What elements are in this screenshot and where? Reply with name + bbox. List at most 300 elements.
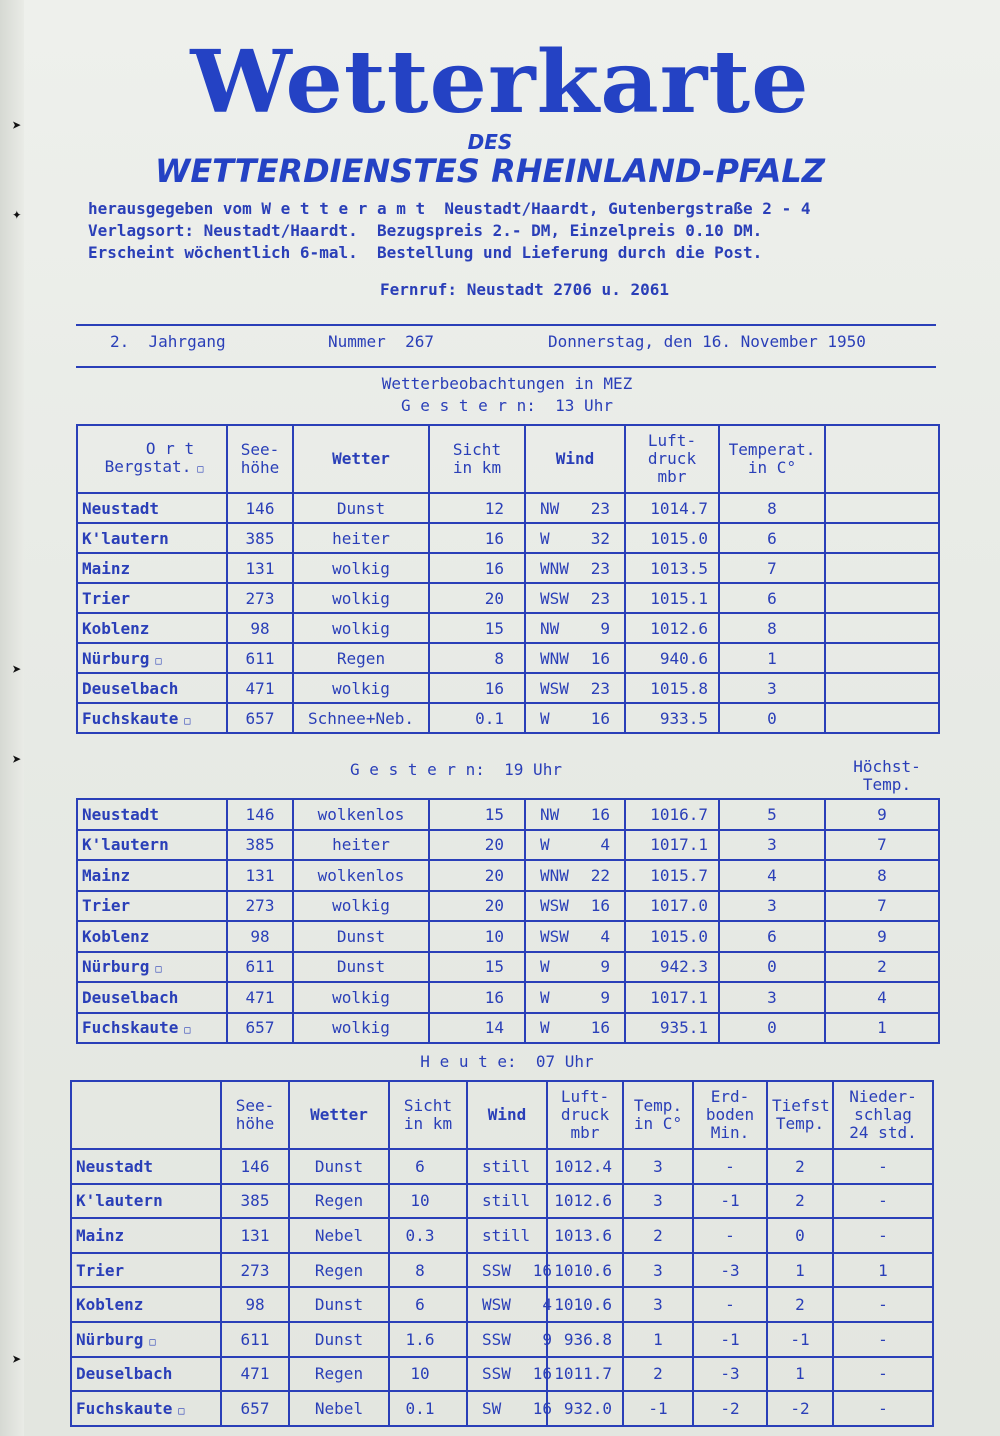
wind-cell xyxy=(467,1287,552,1322)
wind-direction: SSW xyxy=(482,1260,511,1280)
wind-speed: 23 xyxy=(590,678,610,698)
wind-cell xyxy=(467,1184,547,1219)
visibility-cell: 6 xyxy=(389,1149,467,1184)
publisher-line: herausgegeben vom W e t t e r a m t Neustadt/Haardt, Gutenbergstraße 2 - 4 xyxy=(88,199,811,218)
table-row xyxy=(71,1184,933,1219)
visibility-cell: 15 xyxy=(429,799,525,830)
wind-cell xyxy=(525,891,625,922)
header-hoechst-line: Höchst- xyxy=(853,757,921,776)
table-row xyxy=(71,1218,933,1253)
table-row xyxy=(71,1287,933,1322)
wind-direction: WNW xyxy=(540,558,569,578)
header-sicht: in km xyxy=(452,458,502,477)
weather-cell: Regen xyxy=(289,1184,389,1219)
temperature-cell: 0 xyxy=(719,952,825,983)
station-name xyxy=(71,1149,221,1184)
wind-direction: WNW xyxy=(540,865,569,885)
table-row xyxy=(77,952,939,983)
table-header: O r t Bergstat. □ See- höhe Wetter Sicht in km Wind Luft- druck mbr Temperat. in C° xyxy=(77,425,939,493)
station-name xyxy=(77,583,227,613)
min-temp-cell: -2 xyxy=(767,1391,833,1426)
pressure-cell: 1015.7 xyxy=(625,860,719,891)
visibility-cell: 15 xyxy=(429,613,525,643)
temperature-cell: 6 xyxy=(719,523,825,553)
pressure-cell: 1011.7 xyxy=(547,1357,623,1392)
visibility-cell: 20 xyxy=(429,860,525,891)
station-label: Neustadt xyxy=(82,498,160,518)
table-gestern-19 xyxy=(76,798,940,1044)
header-druck: mbr xyxy=(570,1123,600,1142)
weather-cell: wolkenlos xyxy=(293,860,429,891)
header-erdboden: Erd- xyxy=(710,1087,750,1106)
section2-time: G e s t e r n: 19 Uhr xyxy=(350,760,562,779)
weather-cell: Regen xyxy=(289,1253,389,1288)
mountain-station-icon: □ xyxy=(149,1336,156,1348)
pressure-cell: 1010.6 xyxy=(547,1287,623,1322)
table-row xyxy=(71,1357,933,1392)
wind-speed: 23 xyxy=(590,588,610,608)
header-temp: in C° xyxy=(747,458,797,477)
header-erdboden: boden xyxy=(705,1105,755,1124)
pressure-cell: 935.1 xyxy=(625,1013,719,1044)
station-label: Fuchskaute xyxy=(82,1018,179,1038)
header-sicht: Sicht xyxy=(452,440,502,459)
weather-cell: Dunst xyxy=(289,1287,389,1322)
temperature-cell: 6 xyxy=(719,921,825,952)
punch-mark: ➤ xyxy=(12,1350,22,1369)
station-label: Koblenz xyxy=(82,926,150,946)
station-name xyxy=(77,703,227,733)
table-row xyxy=(77,799,939,830)
station-label: Trier xyxy=(76,1260,125,1280)
header-hoehe: höhe xyxy=(235,1114,275,1133)
elevation-cell: 131 xyxy=(227,553,293,583)
visibility-cell: 14 xyxy=(429,1013,525,1044)
temperature-cell: 3 xyxy=(623,1149,693,1184)
weather-cell: wolkig xyxy=(293,891,429,922)
header-hoehe: See- xyxy=(240,440,280,459)
visibility-cell: 20 xyxy=(429,583,525,613)
station-label: Nürburg xyxy=(76,1329,144,1349)
visibility-cell: 10 xyxy=(389,1184,467,1219)
temperature-cell: 8 xyxy=(719,613,825,643)
station-name xyxy=(77,799,227,830)
station-name xyxy=(77,860,227,891)
table-row xyxy=(77,553,939,583)
visibility-cell: 20 xyxy=(429,891,525,922)
header-hoehe: höhe xyxy=(240,458,280,477)
elevation-cell: 131 xyxy=(221,1218,289,1253)
temperature-cell: 3 xyxy=(719,891,825,922)
max-temp-cell: 1 xyxy=(825,1013,939,1044)
table-row xyxy=(71,1391,933,1426)
punch-mark: ✦ xyxy=(12,204,22,223)
header-druck: druck xyxy=(647,449,697,468)
visibility-cell: 8 xyxy=(429,643,525,673)
table-gestern-13 xyxy=(76,424,940,734)
ground-min-cell: -1 xyxy=(693,1322,767,1357)
elevation-cell: 131 xyxy=(227,860,293,891)
header-hoehe: See- xyxy=(235,1096,275,1115)
elevation-cell: 385 xyxy=(221,1184,289,1219)
station-name xyxy=(77,830,227,861)
table-row xyxy=(71,1149,933,1184)
station-label: Deuselbach xyxy=(82,987,179,1007)
table-row xyxy=(77,493,939,523)
masthead-des: DES xyxy=(467,130,513,154)
punch-mark: ➤ xyxy=(12,750,22,769)
pressure-cell: 1017.0 xyxy=(625,891,719,922)
station-label: K'lautern xyxy=(82,835,169,855)
pressure-cell: 1017.1 xyxy=(625,830,719,861)
wind-cell xyxy=(467,1218,547,1253)
station-label: Trier xyxy=(82,588,131,608)
wind-direction: W xyxy=(540,987,550,1007)
wind-cell xyxy=(525,1013,625,1044)
header-wind: Wind xyxy=(467,1081,547,1149)
wind-cell xyxy=(525,830,625,861)
wind-direction: WSW xyxy=(540,678,569,698)
punch-mark: ➤ xyxy=(12,660,22,679)
table-row xyxy=(77,613,939,643)
station-label: Koblenz xyxy=(76,1295,144,1315)
elevation-cell: 146 xyxy=(227,799,293,830)
elevation-cell: 385 xyxy=(227,523,293,553)
station-name xyxy=(77,891,227,922)
header-ort: O r t xyxy=(145,438,195,458)
wind-direction: WSW xyxy=(540,926,569,946)
empty-cell xyxy=(825,523,939,553)
station-label: Nürburg xyxy=(82,957,150,977)
masthead-subtitle: WETTERDIENSTES RHEINLAND-PFALZ xyxy=(155,152,825,190)
station-name xyxy=(77,921,227,952)
mountain-station-icon: □ xyxy=(178,1405,185,1417)
pressure-cell: 1015.0 xyxy=(625,921,719,952)
temperature-cell: 3 xyxy=(719,830,825,861)
precipitation-cell: - xyxy=(833,1184,933,1219)
header-sicht: in km xyxy=(403,1114,453,1133)
weather-cell: heiter xyxy=(293,523,429,553)
pressure-cell: 1017.1 xyxy=(625,982,719,1013)
temperature-cell: 8 xyxy=(719,493,825,523)
station-label: K'lautern xyxy=(76,1191,163,1211)
section3-time: H e u t e: 07 Uhr xyxy=(420,1052,594,1071)
elevation-cell: 657 xyxy=(227,703,293,733)
issue-jahrgang: 2. Jahrgang xyxy=(110,332,226,351)
wind-direction: W xyxy=(540,835,550,855)
wind-direction: SSW xyxy=(482,1329,511,1349)
station-name xyxy=(77,523,227,553)
station-label: Nürburg xyxy=(82,648,150,668)
weather-cell: wolkig xyxy=(293,553,429,583)
pressure-cell: 1015.8 xyxy=(625,673,719,703)
temperature-cell: 1 xyxy=(623,1322,693,1357)
visibility-cell: 10 xyxy=(429,921,525,952)
precipitation-cell: - xyxy=(833,1218,933,1253)
elevation-cell: 146 xyxy=(227,493,293,523)
header-hoechst-line: Temp. xyxy=(862,775,912,794)
issue-number: Nummer 267 xyxy=(328,332,434,351)
station-label: Neustadt xyxy=(76,1156,154,1176)
temperature-cell: 6 xyxy=(719,583,825,613)
wind-speed: 32 xyxy=(590,528,610,548)
wind-direction: still xyxy=(482,1225,531,1245)
table-row xyxy=(71,1322,933,1357)
publisher-line: Erscheint wöchentlich 6-mal. Bestellung und Lieferung durch die Post. xyxy=(88,243,763,262)
table-row xyxy=(77,523,939,553)
empty-cell xyxy=(825,643,939,673)
elevation-cell: 385 xyxy=(227,830,293,861)
station-label: Mainz xyxy=(76,1225,125,1245)
station-label: Deuselbach xyxy=(82,678,179,698)
elevation-cell: 657 xyxy=(227,1013,293,1044)
station-name xyxy=(71,1322,221,1357)
pressure-cell: 1015.1 xyxy=(625,583,719,613)
pressure-cell: 1012.6 xyxy=(547,1184,623,1219)
min-temp-cell: -1 xyxy=(767,1322,833,1357)
station-name xyxy=(77,982,227,1013)
weather-cell: wolkig xyxy=(293,673,429,703)
temperature-cell: 0 xyxy=(719,1013,825,1044)
temperature-cell: 3 xyxy=(623,1253,693,1288)
wind-speed: 16 xyxy=(590,648,610,668)
wind-direction: NW xyxy=(540,618,560,638)
table-row xyxy=(77,982,939,1013)
station-label: K'lautern xyxy=(82,528,169,548)
visibility-cell: 16 xyxy=(429,553,525,583)
table-row xyxy=(77,830,939,861)
divider xyxy=(76,366,936,368)
wind-speed: 4 xyxy=(600,835,610,855)
header-niederschlag: Nieder- xyxy=(849,1087,917,1106)
header-bergstat: Bergstat. xyxy=(104,456,192,476)
station-label: Trier xyxy=(82,896,131,916)
visibility-cell: 12 xyxy=(429,493,525,523)
pressure-cell: 933.5 xyxy=(625,703,719,733)
weather-cell: wolkig xyxy=(293,1013,429,1044)
station-label: Mainz xyxy=(82,865,131,885)
wind-speed: 23 xyxy=(590,498,610,518)
station-name xyxy=(71,1391,221,1426)
header-tiefst: Tiefst xyxy=(772,1096,830,1115)
ground-min-cell: -1 xyxy=(693,1184,767,1219)
table-row xyxy=(77,673,939,703)
section1-time: G e s t e r n: 13 Uhr xyxy=(401,396,613,415)
visibility-cell: 20 xyxy=(429,830,525,861)
weather-cell: Schnee+Neb. xyxy=(293,703,429,733)
empty-cell xyxy=(825,553,939,583)
ground-min-cell: -2 xyxy=(693,1391,767,1426)
wind-direction: still xyxy=(482,1156,531,1176)
min-temp-cell: 0 xyxy=(767,1218,833,1253)
wind-cell xyxy=(467,1253,552,1288)
max-temp-cell: 2 xyxy=(825,952,939,983)
wind-direction: NW xyxy=(540,804,560,824)
weather-cell: Regen xyxy=(289,1357,389,1392)
pressure-cell: 1013.6 xyxy=(547,1218,623,1253)
visibility-cell: 6 xyxy=(389,1287,467,1322)
pressure-cell: 932.0 xyxy=(547,1391,623,1426)
wind-direction: SSW xyxy=(482,1364,511,1384)
punch-mark: ➤ xyxy=(12,116,22,135)
station-name xyxy=(77,673,227,703)
elevation-cell: 471 xyxy=(227,982,293,1013)
precipitation-cell: - xyxy=(833,1322,933,1357)
visibility-cell: 10 xyxy=(389,1357,467,1392)
wind-speed: 23 xyxy=(590,558,610,578)
station-label: Mainz xyxy=(82,558,131,578)
pressure-cell: 1013.5 xyxy=(625,553,719,583)
temperature-cell: -1 xyxy=(623,1391,693,1426)
station-name xyxy=(71,1357,221,1392)
mountain-station-icon: □ xyxy=(155,964,162,976)
station-label: Fuchskaute xyxy=(82,708,179,728)
station-name xyxy=(77,952,227,983)
pressure-cell: 1010.6 xyxy=(547,1253,623,1288)
wind-direction: WSW xyxy=(540,588,569,608)
wind-cell xyxy=(525,799,625,830)
station-name xyxy=(71,1218,221,1253)
header-erdboden: Min. xyxy=(710,1123,750,1142)
header-druck: Luft- xyxy=(647,431,697,450)
precipitation-cell: - xyxy=(833,1357,933,1392)
ground-min-cell: - xyxy=(693,1149,767,1184)
mountain-station-icon: □ xyxy=(155,655,162,667)
publisher-line: Verlagsort: Neustadt/Haardt. Bezugspreis 2.- DM, Einzelpreis 0.10 DM. xyxy=(88,221,763,240)
weather-cell: wolkig xyxy=(293,583,429,613)
elevation-cell: 273 xyxy=(221,1253,289,1288)
max-temp-cell: 7 xyxy=(825,891,939,922)
header-temp: in C° xyxy=(633,1114,683,1133)
max-temp-cell: 9 xyxy=(825,799,939,830)
wind-direction: NW xyxy=(540,498,560,518)
pressure-cell: 936.8 xyxy=(547,1322,623,1357)
wind-cell xyxy=(525,982,625,1013)
visibility-cell: 0.1 xyxy=(429,703,525,733)
masthead-title: Wetterkarte xyxy=(190,32,810,133)
temperature-cell: 3 xyxy=(623,1184,693,1219)
min-temp-cell: 2 xyxy=(767,1149,833,1184)
table-row xyxy=(77,643,939,673)
header-temp: Temperat. xyxy=(728,440,816,459)
station-name xyxy=(77,493,227,523)
wind-speed: 16 xyxy=(590,708,610,728)
wind-speed: 16 xyxy=(590,804,610,824)
header-temp: Temp. xyxy=(633,1096,683,1115)
wind-direction: WNW xyxy=(540,648,569,668)
header-hoechst xyxy=(838,758,936,794)
temperature-cell: 4 xyxy=(719,860,825,891)
elevation-cell: 471 xyxy=(227,673,293,703)
station-name xyxy=(77,1013,227,1044)
pressure-cell: 940.6 xyxy=(625,643,719,673)
header-niederschlag: schlag xyxy=(854,1105,912,1124)
weather-cell: Regen xyxy=(293,643,429,673)
precipitation-cell: - xyxy=(833,1149,933,1184)
elevation-cell: 611 xyxy=(221,1322,289,1357)
wind-speed: 16 xyxy=(590,1018,610,1038)
temperature-cell: 7 xyxy=(719,553,825,583)
temperature-cell: 3 xyxy=(623,1287,693,1322)
temperature-cell: 5 xyxy=(719,799,825,830)
weather-cell: Dunst xyxy=(293,493,429,523)
elevation-cell: 98 xyxy=(221,1287,289,1322)
elevation-cell: 146 xyxy=(221,1149,289,1184)
weather-cell: wolkig xyxy=(293,982,429,1013)
wind-cell xyxy=(525,921,625,952)
ground-min-cell: -3 xyxy=(693,1357,767,1392)
max-temp-cell: 9 xyxy=(825,921,939,952)
table-row xyxy=(77,891,939,922)
temperature-cell: 3 xyxy=(719,673,825,703)
station-name xyxy=(71,1184,221,1219)
header-wind: Wind xyxy=(525,425,625,493)
weather-cell: Nebel xyxy=(289,1218,389,1253)
precipitation-cell: 1 xyxy=(833,1253,933,1288)
visibility-cell: 0.3 xyxy=(389,1218,467,1253)
ground-min-cell: -3 xyxy=(693,1253,767,1288)
elevation-cell: 273 xyxy=(227,583,293,613)
wind-speed: 16 xyxy=(532,1364,552,1384)
station-label: Koblenz xyxy=(82,618,150,638)
wind-cell xyxy=(525,703,625,733)
wind-cell xyxy=(467,1322,552,1357)
header-sicht: Sicht xyxy=(403,1096,453,1115)
table-row xyxy=(77,860,939,891)
wind-speed: 4 xyxy=(542,1295,552,1315)
wind-speed: 16 xyxy=(532,1260,552,1280)
pressure-cell: 1015.0 xyxy=(625,523,719,553)
wind-speed: 16 xyxy=(532,1398,552,1418)
section-title: Wetterbeobachtungen in MEZ xyxy=(381,374,633,393)
temperature-cell: 1 xyxy=(719,643,825,673)
temperature-cell: 0 xyxy=(719,703,825,733)
visibility-cell: 16 xyxy=(429,523,525,553)
wind-direction: W xyxy=(540,528,550,548)
wind-direction: W xyxy=(540,957,550,977)
max-temp-cell: 7 xyxy=(825,830,939,861)
max-temp-cell: 4 xyxy=(825,982,939,1013)
elevation-cell: 657 xyxy=(221,1391,289,1426)
table-row xyxy=(77,1013,939,1044)
elevation-cell: 273 xyxy=(227,891,293,922)
weather-cell: heiter xyxy=(293,830,429,861)
station-name xyxy=(77,643,227,673)
wind-speed: 9 xyxy=(600,957,610,977)
wind-direction: SW xyxy=(482,1398,502,1418)
station-name xyxy=(77,613,227,643)
min-temp-cell: 1 xyxy=(767,1253,833,1288)
table-heute-07 xyxy=(70,1080,934,1427)
min-temp-cell: 2 xyxy=(767,1287,833,1322)
wind-cell xyxy=(525,493,625,523)
weather-cell: Dunst xyxy=(289,1322,389,1357)
header-druck: mbr xyxy=(657,467,687,486)
station-label: Fuchskaute xyxy=(76,1398,173,1418)
station-name xyxy=(77,553,227,583)
pressure-cell: 1016.7 xyxy=(625,799,719,830)
weather-cell: Dunst xyxy=(289,1149,389,1184)
wind-cell xyxy=(467,1391,552,1426)
elevation-cell: 98 xyxy=(227,613,293,643)
temperature-cell: 2 xyxy=(623,1357,693,1392)
table-row xyxy=(77,583,939,613)
mountain-station-icon: □ xyxy=(184,715,191,727)
elevation-cell: 611 xyxy=(227,643,293,673)
temperature-cell: 2 xyxy=(623,1218,693,1253)
weather-cell: Dunst xyxy=(293,921,429,952)
wind-speed: 22 xyxy=(590,865,610,885)
